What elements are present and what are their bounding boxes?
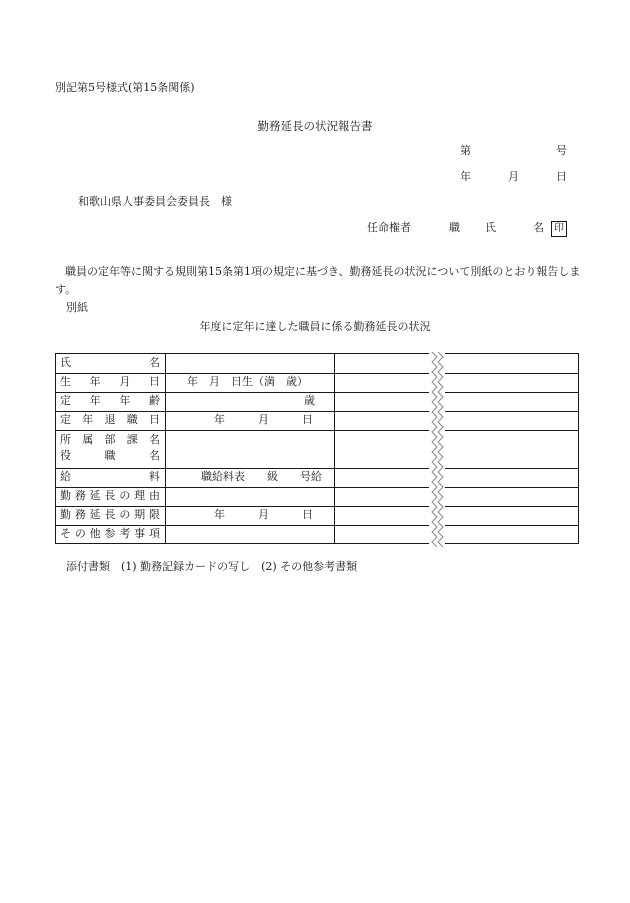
row-label-department: 所属部課名: [60, 433, 160, 446]
row-label-other-notes: その他参考事項: [60, 527, 160, 540]
form-identifier: 別記第5号様式(第15条関係): [55, 81, 195, 94]
table-break-mark: [429, 352, 445, 547]
attachment-label: 別紙: [66, 301, 88, 314]
authority-position: 職: [449, 221, 460, 234]
date-month: 月: [508, 170, 519, 183]
row-value-retirement-date: 年 月 日: [214, 413, 313, 426]
table-title: 年度に定年に達した職員に係る勤務延長の状況: [199, 320, 431, 333]
row-label-extension-reason: 勤務延長の理由: [60, 489, 160, 502]
row-label-extension-deadline: 勤務延長の期限: [60, 508, 160, 521]
row-label-birthdate: 生年月日: [60, 375, 160, 388]
seal-box: 印: [551, 221, 567, 237]
status-table: [55, 353, 579, 544]
row-value-extension-deadline: 年 月 日: [214, 508, 313, 521]
attached-documents: 添付書類 (1) 勤務記録カードの写し (2) その他参考書類: [66, 560, 358, 573]
date-day: 日: [556, 170, 567, 183]
row-label-position: 役職名: [60, 449, 160, 462]
date-year: 年: [460, 170, 471, 183]
row-value-birthdate: 年 月 日生（満 歳）: [187, 375, 308, 388]
row-label-retirement-age: 定年年齢: [60, 394, 160, 407]
number-prefix: 第: [460, 144, 471, 157]
row-value-retirement-age: 歳: [304, 394, 315, 407]
row-label-salary: 給料: [60, 470, 160, 483]
addressee: 和歌山県人事委員会委員長 様: [78, 195, 232, 208]
row-value-salary: 職給料表 級 号給: [201, 470, 322, 483]
authority-label: 任命権者: [367, 221, 411, 234]
number-suffix: 号: [556, 144, 567, 157]
row-label-retirement-date: 定年退職日: [60, 413, 160, 426]
row-label-name: 氏名: [60, 356, 160, 369]
body-text: 職員の定年等に関する規則第15条第1項の規定に基づき、勤務延長の状況について別紙のとおり報告します。: [55, 265, 581, 296]
document-title: 勤務延長の状況報告書: [257, 119, 373, 133]
appointing-authority: [367, 221, 571, 237]
authority-name-2: 名: [533, 221, 544, 234]
authority-name-1: 氏: [485, 221, 496, 234]
